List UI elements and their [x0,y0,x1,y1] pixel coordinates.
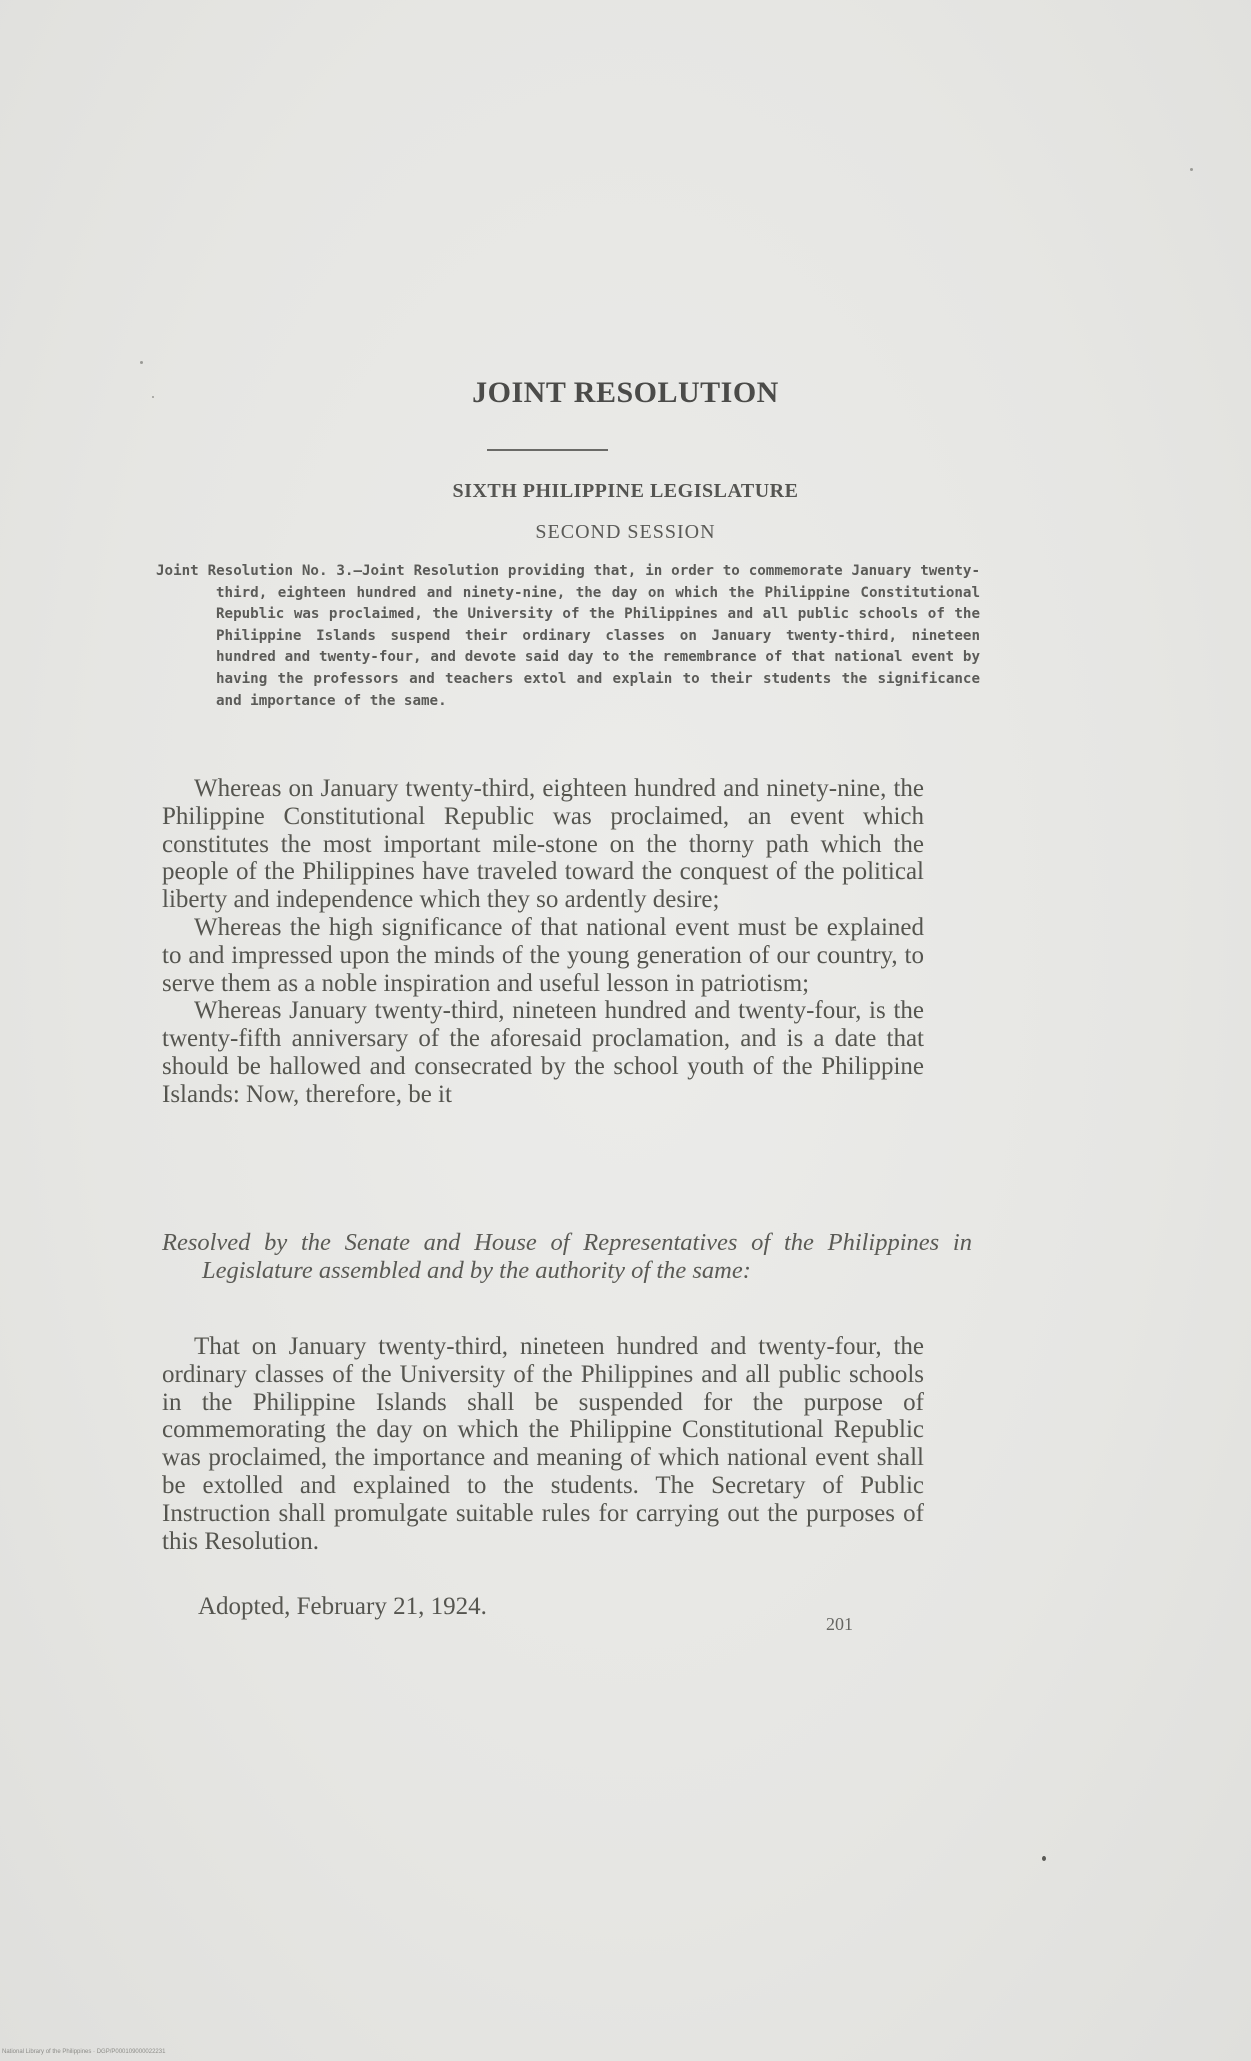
resolution-summary: Joint Resolution No. 3.—Joint Resolution providing that, in order to commemorate January twenty-third, eighteen hundred and ninety-nine, the day on which the Philippine Constitutional Republic was proclaimed, the University of the Philippines and all public schools of the Philippine Islands suspend their ordinary classes on January twenty-third, nineteen hundred and twenty-four, and devote said day to the remembrance of that national event by having the professors and teachers extol and explain to their students the significance and importance of the same. [156,563,980,709]
resolved-clause: Resolved by the Senate and House of Representatives of the Philippines in Legislature assembled and by the authority of the same: [162,1229,972,1284]
session-heading: SECOND SESSION [535,521,716,543]
title-divider [487,449,608,451]
scan-speck [152,396,154,398]
whereas-clause: Whereas on January twenty-third, eighteen hundred and ninety-nine, the Philippine Constitutional Republic was proclaimed, an event which constitutes the most important mile-stone on the thorny path which the people of the Philippines have traveled toward the conquest of the political liberty and independence which they so ardently desire; [162,775,924,914]
footer-credit: National Library of the Philippines · DGP/P000109000022231 [2,2049,166,2055]
scan-speck [1190,168,1193,171]
whereas-clause: Whereas January twenty-third, nineteen hundred and twenty-four, is the twenty-fifth anniversary of the aforesaid proclamation, and is a date that should be hallowed and consecrated by the school youth of the Philippine Islands: Now, therefore, be it [162,997,924,1108]
legislature-heading: SIXTH PHILIPPINE LEGISLATURE [452,480,799,502]
document-title: JOINT RESOLUTION [472,376,779,409]
scan-speck [1042,1856,1046,1861]
resolution-body [162,1333,924,1555]
whereas-clause: Whereas the high significance of that national event must be explained to and impressed upon the minds of the young generation of our country, to serve them as a noble inspiration and useful lesson in patriotism; [162,913,924,997]
scan-speck [140,361,143,364]
page-number: 201 [826,1614,853,1634]
resolution-paragraph: That on January twenty-third, nineteen hundred and twenty-four, the ordinary classes of the University of the Philippines and all public schools in the Philippine Islands shall be suspended for the purpose of commemorating the day on which the Philippine Constitutional Republic was proclaimed, the importance and meaning of which national event shall be extolled and explained to the students. The Secretary of Public Instruction shall promulgate suitable rules for carrying out the purposes of this Resolution. [162,1333,924,1555]
adopted-date: Adopted, February 21, 1924. [198,1593,487,1620]
whereas-clauses [162,775,924,1109]
